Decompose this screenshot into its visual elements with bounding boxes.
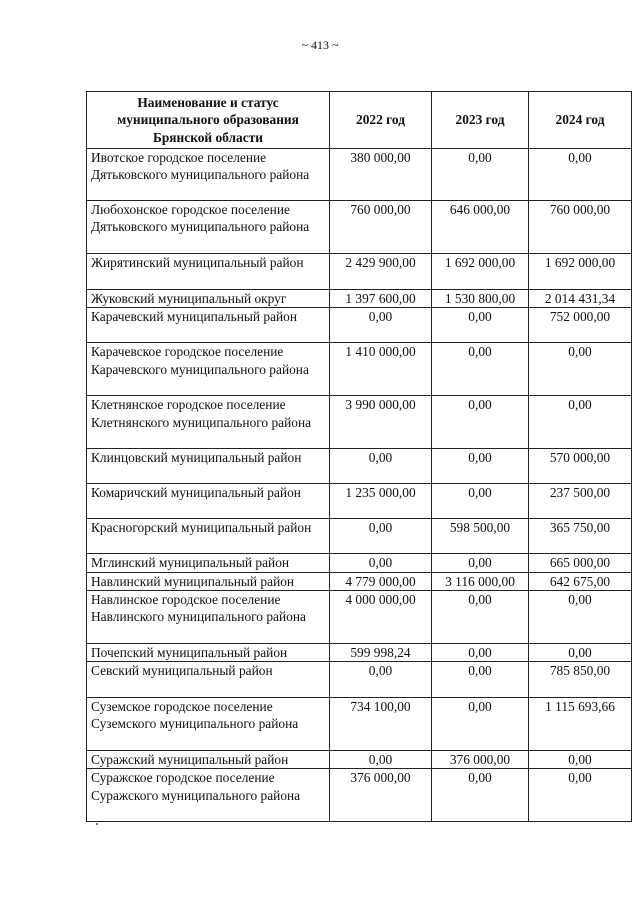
column-header-municipality: Наименование и статус муниципального образования Брянской области: [87, 92, 330, 149]
amount-2024: 752 000,00: [529, 308, 632, 343]
amount-2024: 0,00: [529, 769, 632, 822]
amount-2024: 365 750,00: [529, 519, 632, 554]
amount-2022: 0,00: [330, 519, 432, 554]
amount-2024: 665 000,00: [529, 554, 632, 572]
amount-2024: 570 000,00: [529, 449, 632, 484]
municipality-name: Навлинский муниципальный район: [87, 572, 330, 590]
amount-2023: 0,00: [432, 590, 529, 643]
amount-2023: 1 692 000,00: [432, 254, 529, 290]
municipality-name: Почепский муниципальный район: [87, 643, 330, 661]
table-row: [87, 662, 632, 698]
amount-2022: 4 000 000,00: [330, 590, 432, 643]
table-row: [87, 751, 632, 769]
amount-2022: 0,00: [330, 751, 432, 769]
municipality-name: Комаричский муниципальный район: [87, 484, 330, 519]
table-row: [87, 519, 632, 554]
amount-2024: 760 000,00: [529, 201, 632, 254]
page-number: ~ 413 ~: [301, 38, 339, 52]
municipality-name: Суземское городское поселение Суземского муниципального района: [87, 698, 330, 751]
amount-2022: 1 410 000,00: [330, 343, 432, 396]
municipality-name: Суражский муниципальный район: [87, 751, 330, 769]
municipality-name: Жирятинский муниципальный район: [87, 254, 330, 290]
amount-2022: 760 000,00: [330, 201, 432, 254]
amount-2023: 598 500,00: [432, 519, 529, 554]
table-row: [87, 554, 632, 572]
subsidy-table: [86, 91, 632, 822]
amount-2023: 0,00: [432, 554, 529, 572]
amount-2022: 0,00: [330, 662, 432, 698]
municipality-name: Жуковский муниципальный округ: [87, 290, 330, 308]
amount-2022: 2 429 900,00: [330, 254, 432, 290]
municipality-name: Клинцовский муниципальный район: [87, 449, 330, 484]
column-header-2023: 2023 год: [432, 92, 529, 149]
amount-2022: 1 235 000,00: [330, 484, 432, 519]
amount-2022: 0,00: [330, 554, 432, 572]
municipality-name: Карачевский муниципальный район: [87, 308, 330, 343]
amount-2024: 0,00: [529, 643, 632, 661]
table-row: [87, 572, 632, 590]
municipality-name: Ивотское городское поселение Дятьковского муниципального района: [87, 149, 330, 201]
municipality-name: Карачевское городское поселение Карачевского муниципального района: [87, 343, 330, 396]
column-header-2024: 2024 год: [529, 92, 632, 149]
amount-2024: 237 500,00: [529, 484, 632, 519]
amount-2022: 0,00: [330, 449, 432, 484]
amount-2023: 0,00: [432, 396, 529, 449]
table-row: [87, 590, 632, 643]
amount-2022: 599 998,24: [330, 643, 432, 661]
municipality-name: Красногорский муниципальный район: [87, 519, 330, 554]
municipality-name: Любохонское городское поселение Дятьковского муниципального района: [87, 201, 330, 254]
table-row: [87, 643, 632, 661]
amount-2022: 4 779 000,00: [330, 572, 432, 590]
amount-2024: 0,00: [529, 590, 632, 643]
amount-2023: 0,00: [432, 149, 529, 201]
table-row: [87, 698, 632, 751]
amount-2022: 0,00: [330, 308, 432, 343]
table-row: [87, 484, 632, 519]
amount-2024: 0,00: [529, 343, 632, 396]
amount-2022: 734 100,00: [330, 698, 432, 751]
amount-2024: 0,00: [529, 751, 632, 769]
amount-2022: 1 397 600,00: [330, 290, 432, 308]
municipality-name: Севский муниципальный район: [87, 662, 330, 698]
amount-2023: 0,00: [432, 449, 529, 484]
amount-2023: 0,00: [432, 662, 529, 698]
amount-2023: 0,00: [432, 484, 529, 519]
table-row: [87, 769, 632, 822]
amount-2023: 376 000,00: [432, 751, 529, 769]
amount-2024: 785 850,00: [529, 662, 632, 698]
amount-2023: 0,00: [432, 698, 529, 751]
municipality-name: Клетнянское городское поселение Клетнянского муниципального района: [87, 396, 330, 449]
table-row: [87, 449, 632, 484]
amount-2024: 0,00: [529, 396, 632, 449]
amount-2022: 376 000,00: [330, 769, 432, 822]
table-body: [87, 149, 632, 822]
amount-2023: 0,00: [432, 769, 529, 822]
amount-2023: 646 000,00: [432, 201, 529, 254]
amount-2024: 2 014 431,34: [529, 290, 632, 308]
amount-2023: 0,00: [432, 343, 529, 396]
amount-2024: 1 115 693,66: [529, 698, 632, 751]
table-row: [87, 149, 632, 201]
amount-2023: 0,00: [432, 308, 529, 343]
amount-2022: 380 000,00: [330, 149, 432, 201]
scan-speck: [96, 823, 98, 825]
table-row: [87, 343, 632, 396]
amount-2024: 1 692 000,00: [529, 254, 632, 290]
amount-2023: 0,00: [432, 643, 529, 661]
municipality-name: Навлинское городское поселение Навлинского муниципального района: [87, 590, 330, 643]
table-row: [87, 308, 632, 343]
table-row: [87, 201, 632, 254]
amount-2022: 3 990 000,00: [330, 396, 432, 449]
municipality-name: Мглинский муниципальный район: [87, 554, 330, 572]
amount-2023: 3 116 000,00: [432, 572, 529, 590]
table-row: [87, 396, 632, 449]
amount-2024: 0,00: [529, 149, 632, 201]
table-row: [87, 254, 632, 290]
amount-2024: 642 675,00: [529, 572, 632, 590]
municipality-name: Суражское городское поселение Суражского муниципального района: [87, 769, 330, 822]
column-header-2022: 2022 год: [330, 92, 432, 149]
amount-2023: 1 530 800,00: [432, 290, 529, 308]
table-header-row: [87, 92, 632, 149]
table-row: [87, 290, 632, 308]
